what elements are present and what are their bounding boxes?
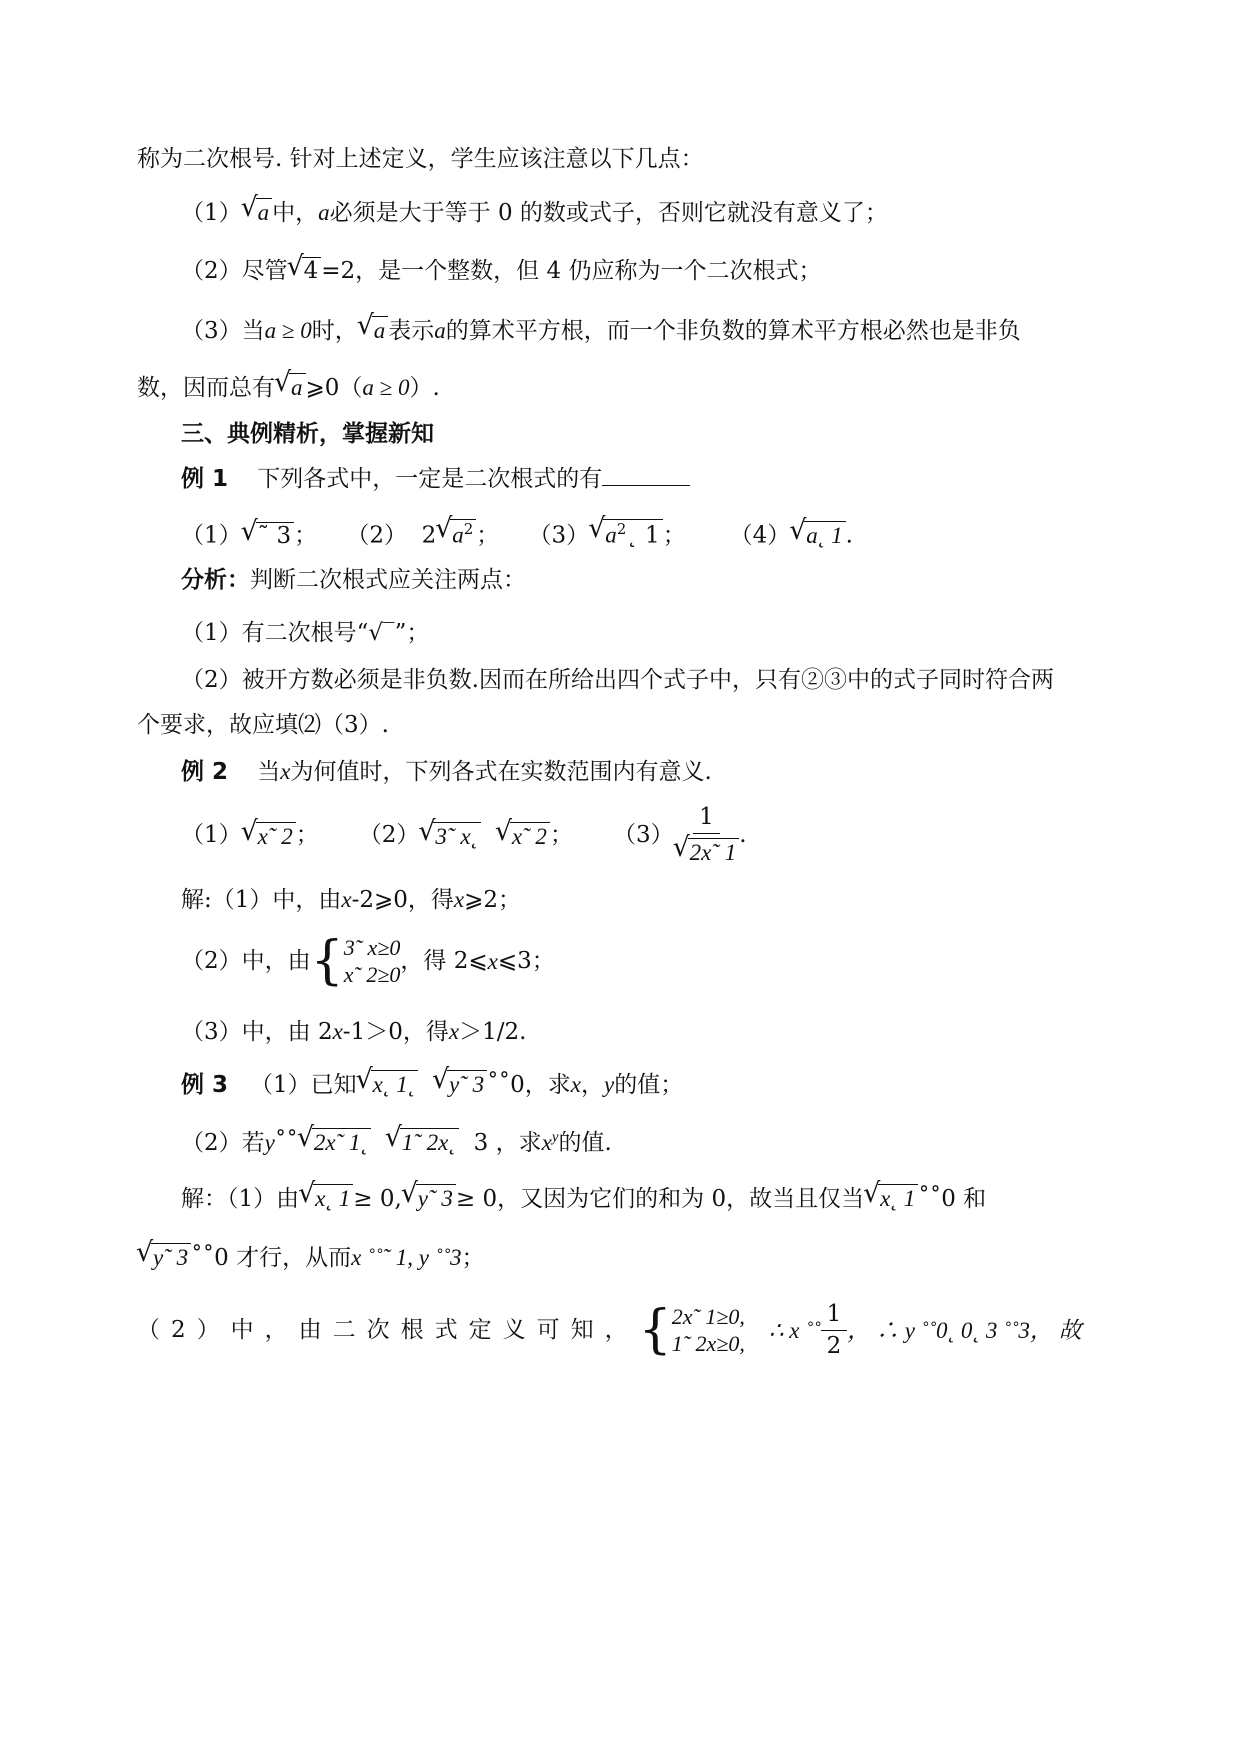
example-3-part-2: （2）若y˚˚√ 2x˜ 1˛ √ 1˜ 2x˛ 3 ，求$x^y$的值.: [181, 1128, 612, 1155]
solution-2-part-3: （3）中，由 2x-1＞0，得x＞1/2.: [181, 1019, 527, 1045]
section-title: 三、典例精析，掌握新知: [181, 421, 434, 447]
sqrt-a: √ a: [276, 373, 306, 400]
point-2: （2）尽管√ 4 =2，是一个整数，但 4 仍应称为一个二次根式；: [181, 257, 821, 283]
sqrt-a: √ a: [243, 198, 273, 225]
analysis-point-1: （1）有二次根号“√‾”；: [181, 620, 430, 646]
option-1-radical: √ x˜ 2: [243, 822, 296, 849]
solution-3-part-1-continued: √ y˜ 3 ˚˚0 才行，从而x ˚˚˜ 1, y ˚˚3；: [137, 1243, 485, 1270]
point-1: （1）√ a 中，a必须是大于等于 0 的数或式子，否则它就没有意义了；: [181, 198, 888, 225]
answer-blank: [602, 467, 690, 486]
radical-2x: √ 2x˜ 1˛: [299, 1128, 371, 1155]
example-1-options: （1）√ ˜ 3 ； （2） 2√ $a^2$ ； （3）√ $a^2˛$ 1 ； （4）√ a˛ 1 .: [181, 519, 853, 548]
point-3: （3）当a ≥ 0时，√ a 表示a的算术平方根，而一个非负数的算术平方根必然也是非负: [181, 316, 1021, 343]
option-3-radical: √ 2x˜ 1: [675, 838, 740, 865]
sqrt-a: √ a: [359, 316, 389, 343]
intro-line: 称为二次根号. 针对上述定义，学生应该注意以下几点：: [137, 146, 704, 172]
example-label: 例 1: [181, 466, 229, 492]
option-2-radical: √ $a^2$: [437, 519, 476, 548]
condition-system: 3˜ x≥0 x˜ 2≥0: [343, 934, 401, 987]
example-2-question: 例 2 当x为何值时，下列各式在实数范围内有意义.: [181, 759, 712, 785]
option-3-fraction: 1 √ 2x˜ 1: [674, 806, 740, 865]
option-1-radical: √ ˜ 3: [243, 522, 294, 548]
solution-2-part-1: 解:（1）中，由x-2⩾0，得x⩾2；: [181, 887, 522, 913]
example-label: 例 3: [181, 1072, 229, 1098]
point-3-continued: 数，因而总有√ a ⩾0（a ≥ 0）.: [137, 373, 440, 400]
radical-symbol: √‾: [368, 620, 395, 646]
sqrt-4: √ 4: [289, 257, 322, 283]
analysis-heading: 分析：判断二次根式应关注两点：: [181, 567, 526, 593]
option-4-radical: √ a˛ 1: [791, 521, 845, 548]
radical-x: √ x˛ 1: [300, 1184, 353, 1211]
left-brace: {: [310, 931, 344, 991]
radical-x: √ x˛ 1: [865, 1184, 918, 1211]
radical-y: √ y˜ 3: [138, 1243, 191, 1270]
option-2-radical-b: √ x˜ 2: [497, 822, 550, 849]
left-brace: {: [638, 1300, 672, 1360]
analysis-point-2-continued: 个要求，故应填⑵（3）.: [137, 712, 389, 738]
radical-y: √ y˜ 3: [403, 1184, 456, 1211]
example-3-part-1: 例 3 （1）已知√ x˛ 1˛ √ y˜ 3 ˚˚0，求x，y的值；: [181, 1070, 683, 1097]
one-half-fraction: $\frac{1}{2}$: [821, 1303, 848, 1358]
example-1-question: 例 1 下列各式中，一定是二次根式的有: [181, 467, 690, 491]
example-label: 例 2: [181, 759, 229, 785]
solution-3-part-1: 解：（1）由√ x˛ 1 ≥ 0,√ y˜ 3 ≥ 0，又因为它们的和为 0，故当且仅当√ x˛ 1 ˚˚0 和: [181, 1184, 986, 1211]
radical-x: √ x˛ 1˛: [358, 1070, 419, 1097]
radical-y: √ y˜ 3: [434, 1070, 487, 1097]
analysis-point-2: （2）被开方数必须是非负数.因而在所给出四个式子中，只有②③中的式子同时符合两: [181, 667, 1054, 693]
example-2-options: （1） √ x˜ 2 ； （2） √ 3˜ x˛ √ x˜ 2 ； （3） 1 √ 2x˜ 1 .: [181, 805, 747, 865]
option-3-radical: √ $a^2˛$ 1: [590, 519, 663, 548]
solution-3-part-2: （2）中，由二次根式定义可知， { 2x˜ 1≥0, 1˜ 2x≥0, ∴ x ˚˚ $\frac{1}{2}$ ， ∴ y ˚˚0˛ 0˛ 3 ˚˚3， 故: [137, 1300, 1082, 1360]
condition-system: 2x˜ 1≥0, 1˜ 2x≥0,: [671, 1303, 745, 1356]
radical-1-2x: √ 1˜ 2x˛: [387, 1128, 459, 1155]
solution-2-part-2: （2）中，由 { 3˜ x≥0 x˜ 2≥0 ，得 2⩽ x ⩽3；: [181, 931, 555, 991]
option-2-radical-a: √ 3˜ x˛: [420, 822, 481, 849]
